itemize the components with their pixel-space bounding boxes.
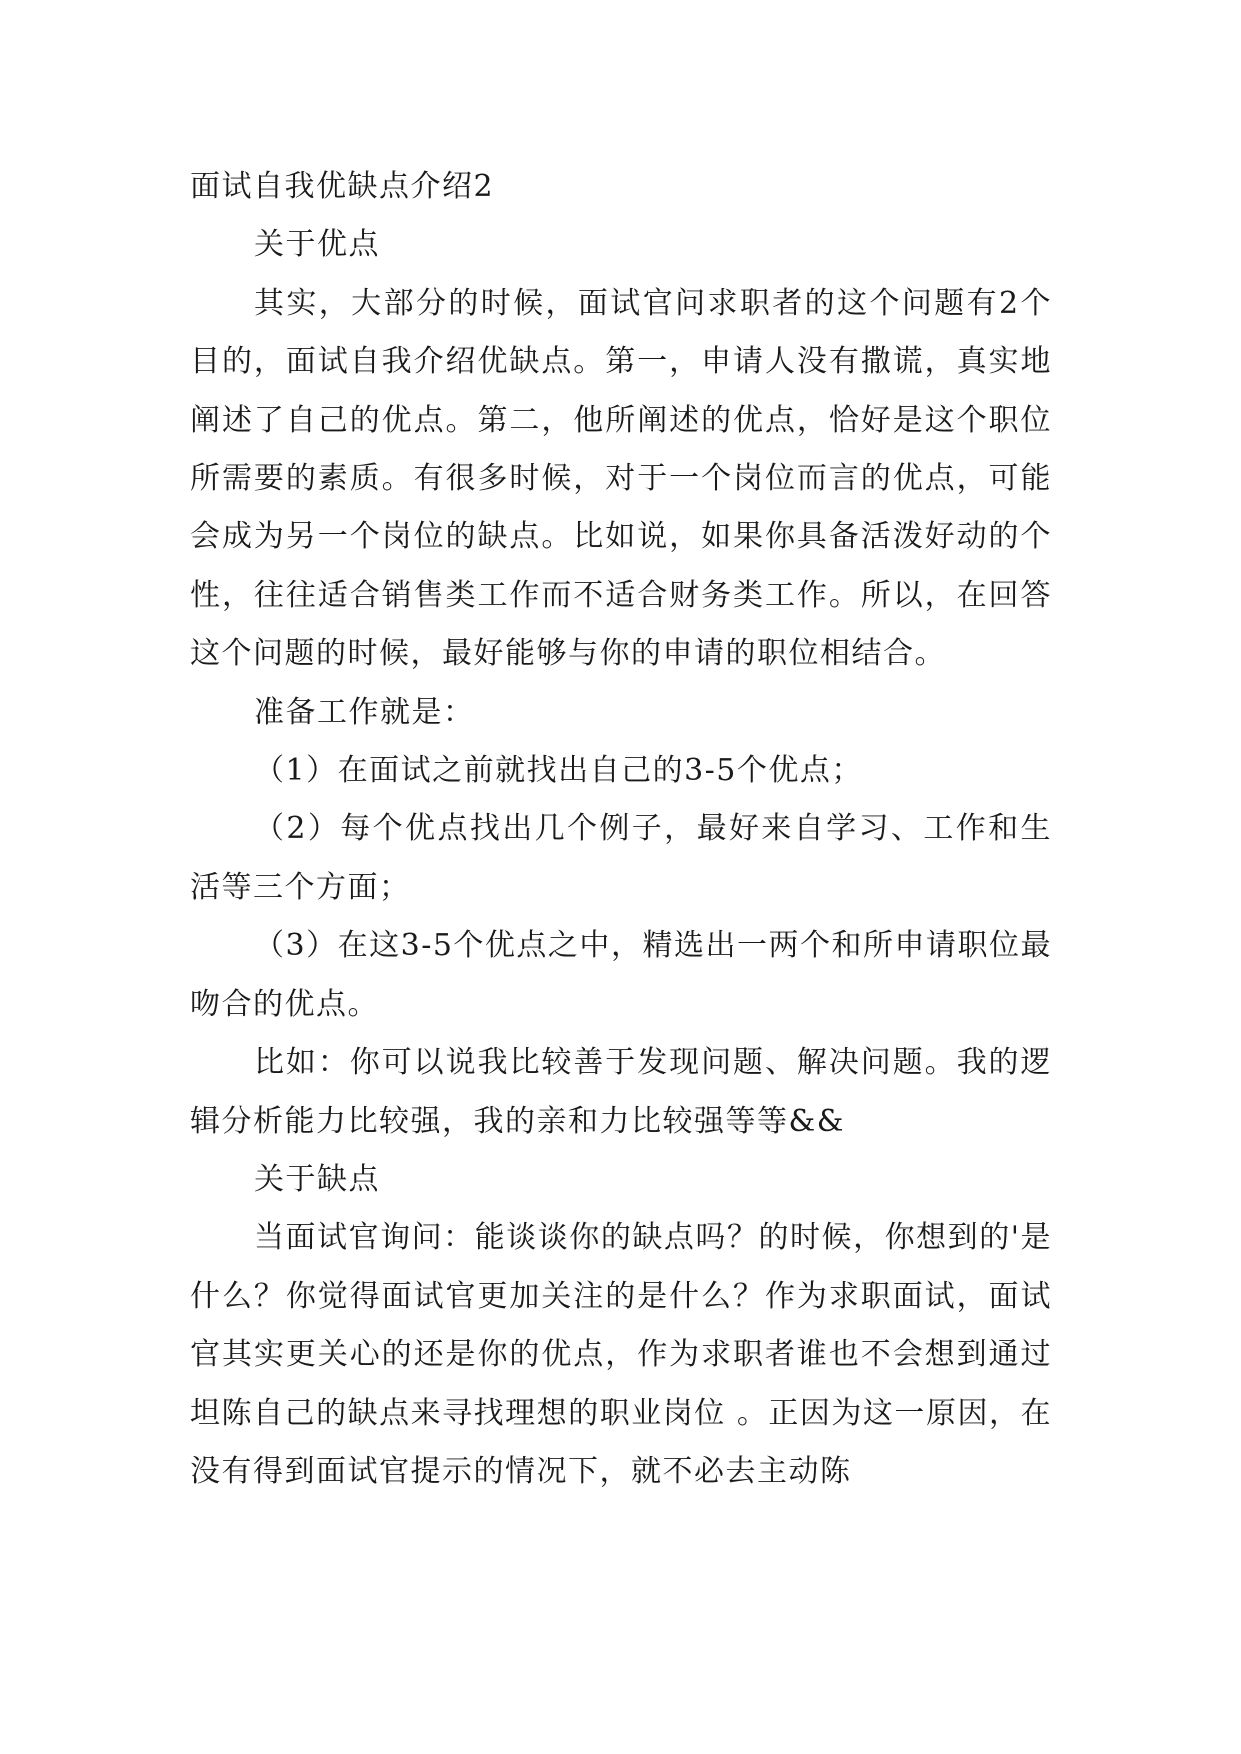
section-heading-strengths: 关于优点 <box>254 227 380 263</box>
section-heading-weaknesses: 关于缺点 <box>254 1161 380 1197</box>
list-item-step-3: （3）在这3-5个优点之中，精选出一两个和所申请职位最吻合的优点。 <box>190 928 1052 1022</box>
list-item-step-1: （1）在面试之前就找出自己的3-5个优点； <box>254 753 863 789</box>
paragraph-interview-purpose: 其实，大部分的时候，面试官问求职者的这个问题有2个目的，面试自我介绍优缺点。第一，申请人没有撒谎，真实地阐述了自己的优点。第二，他所阐述的优点，恰好是这个职位所需要的素质。有很多时候，对于一个岗位而言的优点，可能会成为另一个岗位的缺点。比如说，如果你具备活泼好动的个性，往往适合销售类工作而不适合财务类工作。所以，在回答这个问题的时候，最好能够与你的申请的职位相结合。 <box>190 285 1052 672</box>
list-item-step-2: （2）每个优点找出几个例子，最好来自学习、工作和生活等三个方面； <box>190 811 1052 905</box>
paragraph-weakness-question: 当面试官询问：能谈谈你的缺点吗？的时候，你想到的'是什么？你觉得面试官更加关注的是什么？作为求职面试，面试官其实更关心的还是你的优点，作为求职者谁也不会想到通过坦陈自己的缺点来寻找理想的职业岗位 。正因为这一原因，在没有得到面试官提示的情况下，就不必去主动陈 <box>190 1220 1052 1489</box>
document-title: 面试自我优缺点介绍2 <box>190 169 495 204</box>
paragraph-preparation-intro: 准备工作就是： <box>254 694 475 730</box>
document-body <box>190 158 1052 1501</box>
paragraph-example: 比如：你可以说我比较善于发现问题、解决问题。我的逻辑分析能力比较强，我的亲和力比较强等等&& <box>190 1045 1052 1139</box>
